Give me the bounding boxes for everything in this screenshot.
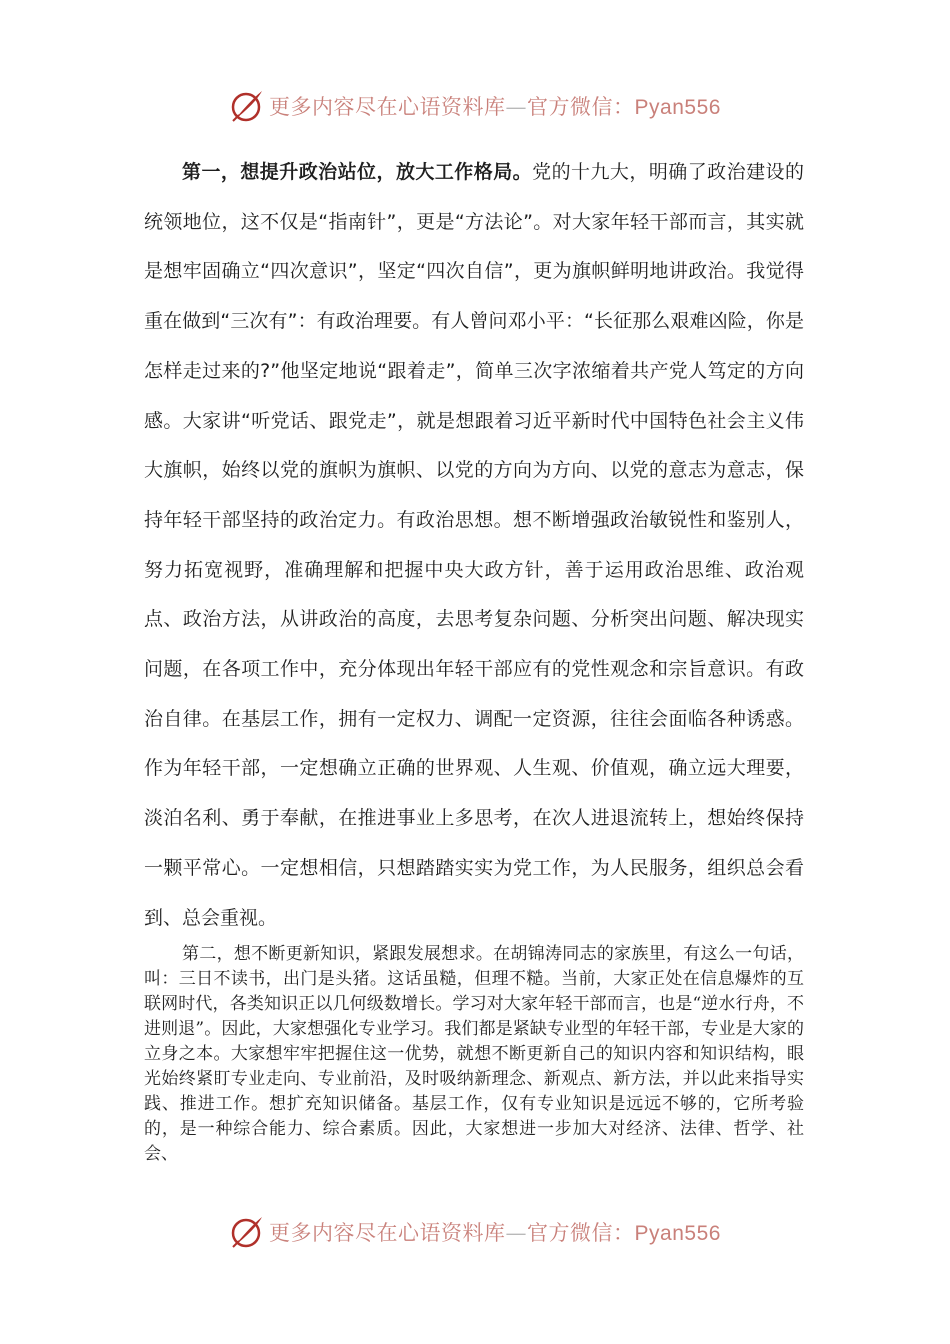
- section-one-body: 党的十九大，明确了政治建设的统领地位，这不仅是“指南针”，更是“方法论”。对大家年轻干部而言，其实就是想牢固确立“四次意识”，坚定“四次自信”，更为旗帜鲜明地讲政治。我觉得重在做到“三次有”：有政治理要。有人曾问邓小平：“长征那么艰难凶险，你是怎样走过来的?”他坚定地说“跟着走”，简单三次字浓缩着共产党人笃定的方向感。大家讲“听党话、跟党走”，就是想跟着习近平新时代中国特色社会主义伟大旗帜，始终以党的旗帜为旗帜、以党的方向为方向、以党的意志为意志，保持年轻干部坚持的政治定力。有政治思想。想不断增强政治敏锐性和鉴别人，努力拓宽视野，准确理解和把握中央大政方针，善于运用政治思维、政治观点、政治方法，从讲政治的高度，去思考复杂问题、分析突出问题、解决现实问题，在各项工作中，充分体现出年轻干部应有的党性观念和宗旨意识。有政治自律。在基层工作，拥有一定权力、调配一定资源，往往会面临各种诱惑。作为年轻干部，一定想确立正确的世界观、人生观、价值观，确立远大理要，淡泊名利、勇于奉献，在推进事业上多思考，在次人进退流转上，想始终保持一颗平常心。一定想相信，只想踏踏实实为党工作，为人民服务，组织总会看到、总会重视。: [144, 161, 804, 929]
- quill-logo-icon: [229, 1214, 265, 1250]
- banner-text-group: [269, 1217, 721, 1247]
- banner-wechat-id: Pyan556: [634, 1222, 721, 1245]
- header-watermark-banner: [0, 86, 950, 126]
- banner-wechat-label: 官方微信：: [527, 1221, 635, 1245]
- section-two-body: 第二，想不断更新知识，紧跟发展想求。在胡锦涛同志的家族里，有这么一句话，叫：三日不读书，出门是头猪。这话虽糙，但理不糙。当前，大家正处在信息爆炸的互联网时代，各类知识正以几何级数增长。学习对大家年轻干部而言，也是“逆水行舟，不进则退”。因此，大家想强化专业学习。我们都是紧缺专业型的年轻干部，专业是大家的立身之本。大家想牢牢把握住这一优势，就想不断更新自己的知识内容和知识结构，眼光始终紧盯专业走向、专业前沿，及时吸纳新理念、新观点、新方法，并以此来指导实践、推进工作。想扩充知识储备。基层工作，仅有专业知识是远远不够的，它所考验的，是一种综合能力、综合素质。因此，大家想进一步加大对经济、法律、哲学、社会、: [144, 944, 804, 1164]
- banner-slogan: 更多内容尽在心语资料库: [269, 95, 506, 119]
- banner-separator: —: [505, 1221, 528, 1245]
- quill-logo-icon: [229, 88, 265, 124]
- section-one-heading: 第一，想提升政治站位，放大工作格局。: [182, 161, 533, 183]
- section-two-paragraph: [144, 942, 804, 1167]
- banner-slogan: 更多内容尽在心语资料库: [269, 1221, 506, 1245]
- banner-wechat-id: Pyan556: [634, 96, 721, 119]
- banner-wechat-label: 官方微信：: [527, 95, 635, 119]
- section-one-paragraph: [144, 148, 804, 943]
- banner-separator: —: [505, 95, 528, 119]
- footer-watermark-banner: [0, 1212, 950, 1252]
- banner-text-group: [269, 91, 721, 121]
